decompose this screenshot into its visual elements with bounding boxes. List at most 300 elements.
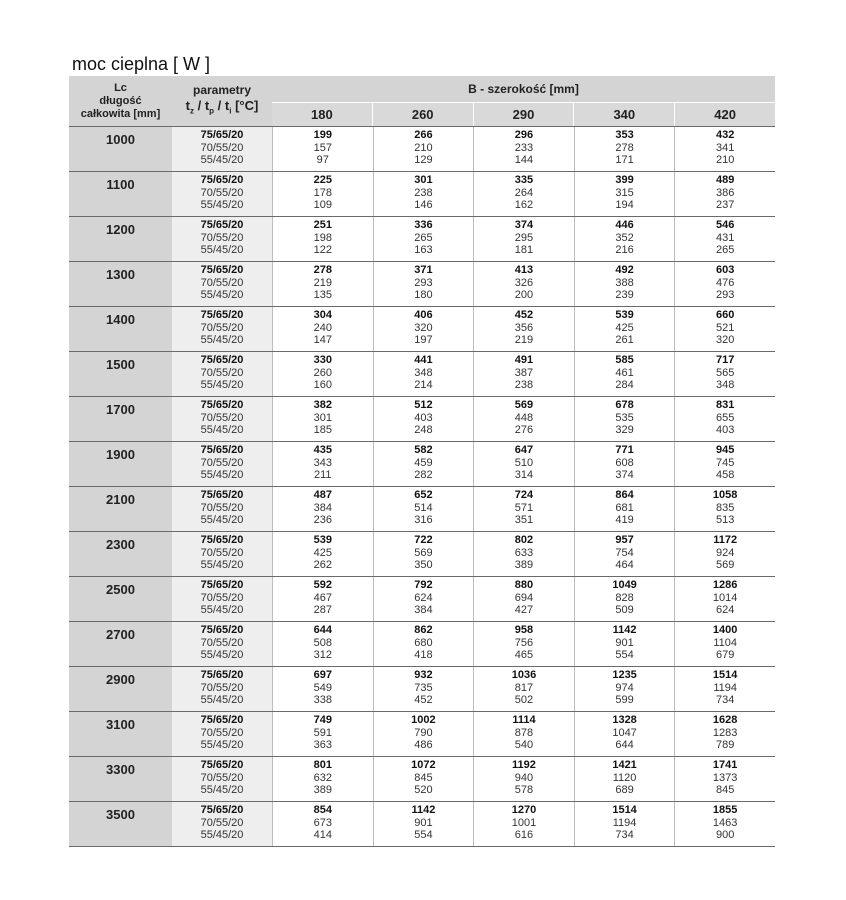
value-cell [473, 217, 574, 261]
heat-value: 389 [514, 559, 534, 571]
heat-value: 301 [414, 174, 433, 186]
lc-cell: 3500 [69, 802, 172, 846]
value-cell [674, 172, 775, 216]
heat-value: 1002 [411, 714, 436, 726]
table-row [69, 397, 775, 442]
heat-value: 441 [414, 354, 433, 366]
header-param-symbols: $t_z / t_p / t_i$ [°C] [185, 98, 259, 116]
heat-value: 435 [313, 444, 332, 456]
value-cell [373, 757, 474, 801]
heat-value: 1049 [612, 579, 637, 591]
value-cell [473, 397, 574, 441]
heat-value: 571 [514, 501, 534, 514]
parameter-label: 55/45/20 [200, 739, 244, 751]
heat-value: 387 [514, 366, 534, 379]
parameter-label: 70/55/20 [200, 411, 244, 424]
value-cell [272, 127, 373, 171]
table-row [69, 352, 775, 397]
value-cell [473, 757, 574, 801]
heat-value: 1194 [713, 681, 737, 694]
heat-value: 388 [615, 276, 634, 289]
heat-value: 491 [514, 354, 534, 366]
values-group [272, 352, 775, 396]
heat-value: 278 [313, 264, 332, 276]
heat-value: 200 [514, 289, 534, 301]
heat-value: 1192 [512, 759, 536, 771]
parameters-cell [172, 442, 272, 486]
parameter-label: 70/55/20 [200, 456, 244, 469]
parameter-label: 55/45/20 [200, 514, 244, 526]
heat-value: 350 [414, 559, 433, 571]
heat-value: 862 [414, 624, 433, 636]
heat-value: 316 [414, 514, 433, 526]
parameter-label: 70/55/20 [200, 366, 244, 379]
parameter-label: 70/55/20 [200, 816, 244, 829]
heat-value: 745 [715, 456, 735, 469]
values-group [272, 712, 775, 756]
heat-value: 338 [313, 694, 332, 706]
parameter-label: 75/65/20 [200, 714, 244, 726]
value-cell [272, 802, 373, 846]
value-cell [272, 667, 373, 711]
heat-value: 352 [615, 231, 634, 244]
heat-value: 678 [615, 399, 634, 411]
value-cell [473, 802, 574, 846]
value-cell [473, 352, 574, 396]
heat-value: 264 [514, 186, 534, 199]
heat-value: 312 [313, 649, 332, 661]
value-cell [574, 262, 675, 306]
values-group [272, 667, 775, 711]
heat-value: 509 [615, 604, 634, 616]
heat-value: 301 [313, 411, 332, 424]
heat-value: 326 [514, 276, 534, 289]
heat-value: 122 [313, 244, 332, 256]
heat-value: 546 [715, 219, 735, 231]
heat-value: 790 [414, 726, 433, 739]
heat-value: 578 [514, 784, 534, 796]
value-cell [574, 217, 675, 261]
table-row [69, 487, 775, 532]
values-group [272, 757, 775, 801]
lc-cell: 3100 [69, 712, 172, 756]
value-cell [373, 352, 474, 396]
lc-cell: 2300 [69, 532, 172, 576]
parameter-label: 75/65/20 [200, 759, 244, 771]
value-cell [373, 577, 474, 621]
heat-value: 492 [615, 264, 634, 276]
parameter-label: 55/45/20 [200, 334, 244, 346]
heat-value: 1855 [712, 804, 738, 816]
lc-cell: 2900 [69, 667, 172, 711]
heat-value: 521 [715, 321, 735, 334]
heat-value: 974 [615, 681, 634, 694]
heat-value: 240 [313, 321, 332, 334]
value-cell [373, 622, 474, 666]
heat-value: 431 [715, 231, 735, 244]
value-cell [674, 802, 775, 846]
heat-value: 199 [313, 129, 332, 141]
parameter-label: 75/65/20 [200, 579, 244, 591]
heat-value: 878 [514, 726, 534, 739]
value-cell [373, 487, 474, 531]
value-cell [574, 802, 675, 846]
parameter-label: 75/65/20 [200, 489, 244, 501]
heat-value: 287 [313, 604, 332, 616]
value-cell [272, 622, 373, 666]
values-group [272, 487, 775, 531]
value-cell [373, 262, 474, 306]
parameter-label: 55/45/20 [200, 694, 244, 706]
value-cell [272, 487, 373, 531]
value-cell [373, 127, 474, 171]
heat-value: 633 [514, 546, 534, 559]
header-parameters [172, 76, 272, 126]
values-group [272, 442, 775, 486]
heat-value: 660 [715, 309, 735, 321]
value-cell [674, 352, 775, 396]
heat-value: 1142 [411, 804, 436, 816]
heat-value: 1400 [712, 624, 738, 636]
heat-value: 735 [414, 681, 433, 694]
heat-value: 489 [715, 174, 735, 186]
heat-value: 487 [313, 489, 332, 501]
heat-value: 384 [414, 604, 433, 616]
heat-value: 754 [615, 546, 634, 559]
heat-value: 1120 [612, 771, 637, 784]
heat-value: 262 [313, 559, 332, 571]
heat-value: 599 [615, 694, 634, 706]
values-group [272, 622, 775, 666]
heat-value: 828 [615, 591, 634, 604]
heat-value: 647 [514, 444, 534, 456]
heat-value: 1058 [712, 489, 738, 501]
parameter-label: 70/55/20 [200, 726, 244, 739]
heat-value: 293 [414, 276, 433, 289]
value-cell [272, 712, 373, 756]
value-cell [473, 307, 574, 351]
heat-value: 282 [414, 469, 433, 481]
parameters-cell [172, 712, 272, 756]
parameters-cell [172, 757, 272, 801]
lc-cell: 1300 [69, 262, 172, 306]
parameter-label: 70/55/20 [200, 186, 244, 199]
parameter-label: 70/55/20 [200, 681, 244, 694]
heat-value: 197 [414, 334, 433, 346]
heat-value: 348 [715, 379, 735, 391]
heat-value: 219 [514, 334, 534, 346]
value-cell [473, 487, 574, 531]
value-cell [674, 667, 775, 711]
parameter-label: 55/45/20 [200, 379, 244, 391]
value-cell [574, 577, 675, 621]
heat-value: 569 [514, 399, 534, 411]
heat-value: 689 [615, 784, 634, 796]
heat-value: 329 [615, 424, 634, 436]
heat-value: 295 [514, 231, 534, 244]
heat-value: 644 [615, 739, 634, 751]
heat-value: 1283 [712, 726, 738, 739]
value-cell [473, 262, 574, 306]
heat-value: 901 [615, 636, 634, 649]
heat-value: 835 [715, 501, 735, 514]
header-lc-line: długość [99, 94, 142, 107]
parameter-label: 75/65/20 [200, 354, 244, 366]
heat-value: 1463 [712, 816, 738, 829]
heat-value: 624 [715, 604, 735, 616]
value-cell [473, 577, 574, 621]
lc-cell: 2700 [69, 622, 172, 666]
heat-value: 427 [514, 604, 534, 616]
heat-value: 697 [313, 669, 332, 681]
values-group [272, 262, 775, 306]
parameter-label: 55/45/20 [200, 424, 244, 436]
heat-value: 940 [514, 771, 534, 784]
values-group [272, 577, 775, 621]
heat-value: 237 [715, 199, 735, 211]
heat-value: 592 [313, 579, 332, 591]
heat-value: 225 [313, 174, 332, 186]
parameter-label: 55/45/20 [200, 469, 244, 481]
heat-value: 734 [615, 829, 634, 841]
heat-value: 655 [715, 411, 735, 424]
table-row [69, 172, 775, 217]
parameter-label: 70/55/20 [200, 636, 244, 649]
values-group [272, 172, 775, 216]
value-cell [272, 757, 373, 801]
heat-value: 239 [615, 289, 634, 301]
heat-value: 144 [514, 154, 534, 166]
heat-value: 1014 [712, 591, 738, 604]
parameters-cell [172, 487, 272, 531]
value-cell [373, 307, 474, 351]
parameter-label: 75/65/20 [200, 399, 244, 411]
heat-value: 129 [414, 154, 433, 166]
heat-value: 539 [615, 309, 634, 321]
parameter-label: 75/65/20 [200, 534, 244, 546]
heat-value: 265 [414, 231, 433, 244]
parameter-label: 55/45/20 [200, 154, 244, 166]
parameters-cell [172, 622, 272, 666]
heat-value: 508 [313, 636, 332, 649]
value-cell [674, 532, 775, 576]
values-group [272, 127, 775, 171]
table-row [69, 667, 775, 712]
heat-value: 446 [615, 219, 634, 231]
lc-cell: 1500 [69, 352, 172, 396]
value-cell [574, 667, 675, 711]
heat-value: 210 [715, 154, 735, 166]
value-cell [574, 487, 675, 531]
heat-value: 1072 [411, 759, 436, 771]
heat-value: 382 [313, 399, 332, 411]
width-column-header: 340 [573, 103, 674, 126]
width-column-header: 420 [674, 103, 775, 126]
parameter-label: 75/65/20 [200, 444, 244, 456]
parameters-cell [172, 532, 272, 576]
heat-value: 565 [715, 366, 735, 379]
heat-value: 418 [414, 649, 433, 661]
heat-value: 1286 [712, 579, 738, 591]
value-cell [373, 532, 474, 576]
value-cell [574, 622, 675, 666]
heat-value: 603 [715, 264, 735, 276]
heat-value: 425 [615, 321, 634, 334]
heat-value: 238 [514, 379, 534, 391]
parameter-label: 55/45/20 [200, 649, 244, 661]
heat-value: 371 [414, 264, 433, 276]
value-cell [674, 487, 775, 531]
heat-value: 802 [514, 534, 534, 546]
heat-value: 147 [313, 334, 332, 346]
heat-value: 512 [414, 399, 433, 411]
header-param-units: [°C] [235, 98, 259, 114]
value-cell [574, 532, 675, 576]
heat-value: 413 [514, 264, 534, 276]
heat-value: 467 [313, 591, 332, 604]
heat-value: 608 [615, 456, 634, 469]
heat-value: 510 [514, 456, 534, 469]
heat-value: 1373 [712, 771, 738, 784]
lc-cell: 2500 [69, 577, 172, 621]
heat-value: 569 [414, 546, 433, 559]
heat-value: 535 [615, 411, 634, 424]
value-cell [574, 757, 675, 801]
heat-value: 632 [313, 771, 332, 784]
parameter-label: 75/65/20 [200, 219, 244, 231]
heat-value: 384 [313, 501, 332, 514]
heat-value: 109 [313, 199, 332, 211]
lc-cell: 1000 [69, 127, 172, 171]
heat-value: 680 [414, 636, 433, 649]
heat-value: 374 [514, 219, 534, 231]
heat-value: 293 [715, 289, 735, 301]
heat-value: 135 [313, 289, 332, 301]
heat-value: 146 [414, 199, 433, 211]
header-width [272, 76, 775, 126]
heat-value: 296 [514, 129, 534, 141]
heat-value: 582 [414, 444, 433, 456]
heat-value: 694 [514, 591, 534, 604]
table-row [69, 757, 775, 802]
value-cell [272, 577, 373, 621]
table-row [69, 262, 775, 307]
heat-value: 681 [615, 501, 634, 514]
value-cell [674, 442, 775, 486]
value-cell [574, 712, 675, 756]
parameter-label: 75/65/20 [200, 129, 244, 141]
heat-value: 238 [414, 186, 433, 199]
values-group [272, 532, 775, 576]
value-cell [473, 622, 574, 666]
table-row [69, 442, 775, 487]
heat-value: 673 [313, 816, 332, 829]
lc-cell: 1900 [69, 442, 172, 486]
heat-value: 585 [615, 354, 634, 366]
heat-value: 315 [615, 186, 634, 199]
heat-value: 194 [615, 199, 634, 211]
heat-value: 540 [514, 739, 534, 751]
value-cell [373, 667, 474, 711]
heat-value: 198 [313, 231, 332, 244]
parameter-label: 70/55/20 [200, 141, 244, 154]
heat-value: 320 [414, 321, 433, 334]
heat-value: 957 [615, 534, 634, 546]
parameter-label: 70/55/20 [200, 231, 244, 244]
heat-value: 399 [615, 174, 634, 186]
parameter-label: 70/55/20 [200, 591, 244, 604]
heat-value: 464 [615, 559, 634, 571]
heat-value: 351 [514, 514, 534, 526]
width-column-header: 260 [372, 103, 473, 126]
table-row [69, 622, 775, 667]
table-body [69, 126, 775, 847]
heat-value: 335 [514, 174, 534, 186]
table-row [69, 577, 775, 622]
header-lc-line: całkowita [mm] [80, 107, 161, 120]
parameter-label: 70/55/20 [200, 771, 244, 784]
table-row [69, 307, 775, 352]
heat-value: 266 [414, 129, 433, 141]
heat-value: 771 [615, 444, 634, 456]
parameter-label: 70/55/20 [200, 546, 244, 559]
heat-value: 924 [715, 546, 735, 559]
heat-value: 276 [514, 424, 534, 436]
value-cell [473, 127, 574, 171]
values-group [272, 397, 775, 441]
heat-value: 181 [514, 244, 534, 256]
heat-value: 1114 [512, 714, 536, 726]
heat-value: 1047 [612, 726, 637, 739]
value-cell [574, 127, 675, 171]
parameters-cell [172, 172, 272, 216]
values-group [272, 217, 775, 261]
header-width-columns [272, 102, 775, 126]
value-cell [373, 172, 474, 216]
heat-value: 452 [514, 309, 534, 321]
parameters-cell [172, 262, 272, 306]
heat-value: 214 [414, 379, 433, 391]
heat-value: 363 [313, 739, 332, 751]
heat-value: 569 [715, 559, 735, 571]
heat-value: 845 [715, 784, 735, 796]
parameter-label: 55/45/20 [200, 289, 244, 301]
heat-value: 374 [615, 469, 634, 481]
heat-value: 219 [313, 276, 332, 289]
values-group [272, 307, 775, 351]
heat-value: 348 [414, 366, 433, 379]
parameter-label: 75/65/20 [200, 264, 244, 276]
heat-value: 1514 [612, 804, 637, 816]
heat-value: 216 [615, 244, 634, 256]
value-cell [574, 442, 675, 486]
parameter-label: 75/65/20 [200, 309, 244, 321]
heat-value: 261 [615, 334, 634, 346]
value-cell [272, 532, 373, 576]
heat-value: 514 [414, 501, 433, 514]
heat-output-table [69, 76, 775, 847]
value-cell [574, 352, 675, 396]
heat-value: 356 [514, 321, 534, 334]
parameters-cell [172, 352, 272, 396]
header-param-label: parametry [192, 83, 252, 98]
heat-value: 554 [615, 649, 634, 661]
heat-value: 644 [313, 624, 332, 636]
heat-value: 817 [514, 681, 534, 694]
parameter-label: 70/55/20 [200, 321, 244, 334]
heat-value: 756 [514, 636, 534, 649]
heat-value: 458 [715, 469, 735, 481]
